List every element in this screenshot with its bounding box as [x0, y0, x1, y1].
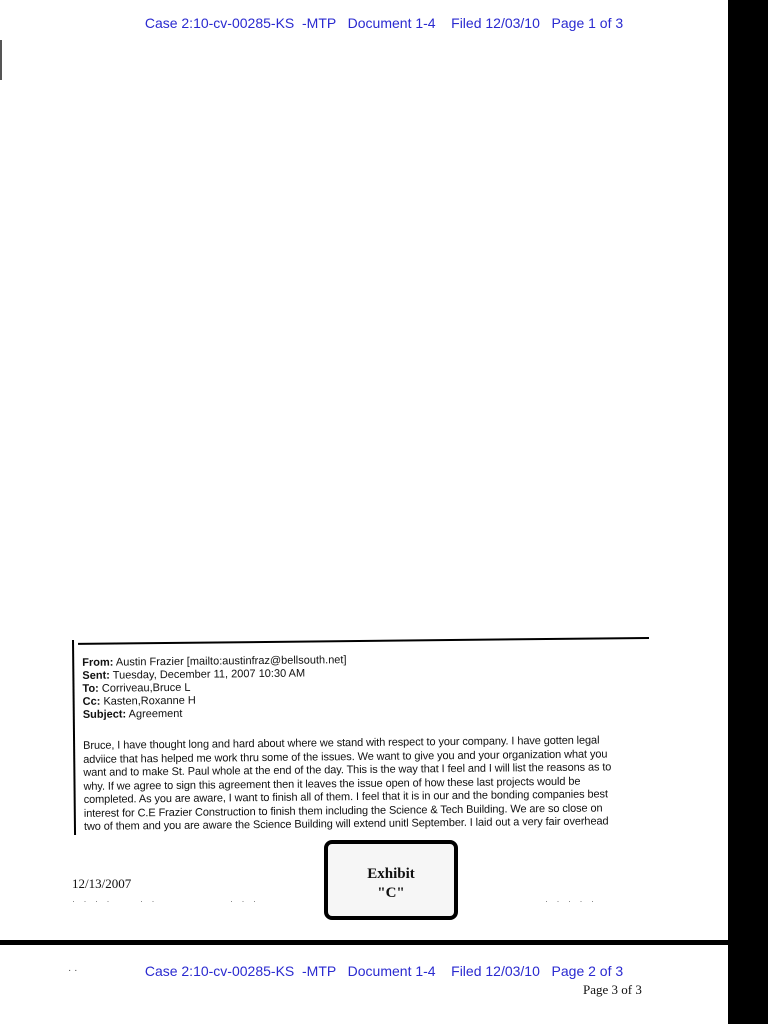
email-body-line: why. If we agree to sign this agreement then it leaves the issue open of how these last projects would be — [83, 775, 581, 793]
case-header-bottom: Case 2:10-cv-00285-KS -MTP Document 1-4 Filed 12/03/10 Page 2 of 3 — [144, 963, 624, 979]
to-label: To: — [82, 682, 99, 695]
scan-edge-bar — [728, 0, 768, 1024]
scan-noise: · · — [140, 896, 158, 906]
subject-value: Agreement — [128, 707, 183, 721]
email-body-line: completed. As you are aware, I want to finish all of them. I feel that it is in our and the bonding companies best — [83, 788, 608, 806]
page-number: Page 3 of 3 — [583, 982, 642, 997]
print-date: 12/13/2007 — [72, 876, 132, 891]
scan-noise: · · · · — [72, 896, 113, 906]
email-subject-row — [83, 706, 347, 722]
exhibit-letter: "C" — [377, 885, 405, 901]
page-break-bar — [0, 940, 728, 945]
subject-label: Subject: — [82, 708, 127, 721]
cc-value: Kasten,Roxanne H — [103, 694, 196, 708]
email-printout — [72, 634, 651, 835]
scan-noise: · · · — [230, 896, 259, 906]
exhibit-label: Exhibit — [367, 866, 415, 882]
email-body-line: two of them and you are aware the Science Building will extend unitl September. I laid out a very fair overhead — [83, 815, 609, 833]
email-body-line: want and to make St. Paul whole at the end of the day. This is the way that I feel and I will list the reasons as to — [83, 761, 612, 779]
cc-label: Cc: — [82, 695, 101, 708]
email-meta — [82, 654, 347, 722]
sent-value: Tuesday, December 11, 2007 10:30 AM — [112, 667, 306, 682]
email-body-line: adviice that has helped me work thru some of the issues. We want to give you and your organization what you — [83, 747, 608, 766]
exhibit-stamp — [324, 840, 458, 920]
to-value: Corriveau,Bruce L — [101, 681, 191, 695]
from-value: Austin Frazier [mailto:austinfraz@bellsouth.net] — [115, 654, 347, 669]
scan-noise: · · · · · — [545, 896, 597, 906]
case-header-top: Case 2:10-cv-00285-KS -MTP Document 1-4 Filed 12/03/10 Page 1 of 3 — [144, 15, 624, 31]
email-body-line: Bruce, I have thought long and hard about where we stand with respect to your company. I have gotten legal — [83, 734, 600, 752]
from-label: From: — [82, 656, 114, 669]
sent-label: Sent: — [82, 669, 110, 682]
email-separator-rule — [78, 637, 649, 645]
scan-edge-mark — [0, 40, 2, 80]
email-body-line: interest for C.E Frazier Construction to finish them including the Science & Tech Building. We are so close on — [83, 801, 603, 820]
email-body — [83, 734, 650, 834]
scan-noise: · · — [68, 965, 78, 976]
